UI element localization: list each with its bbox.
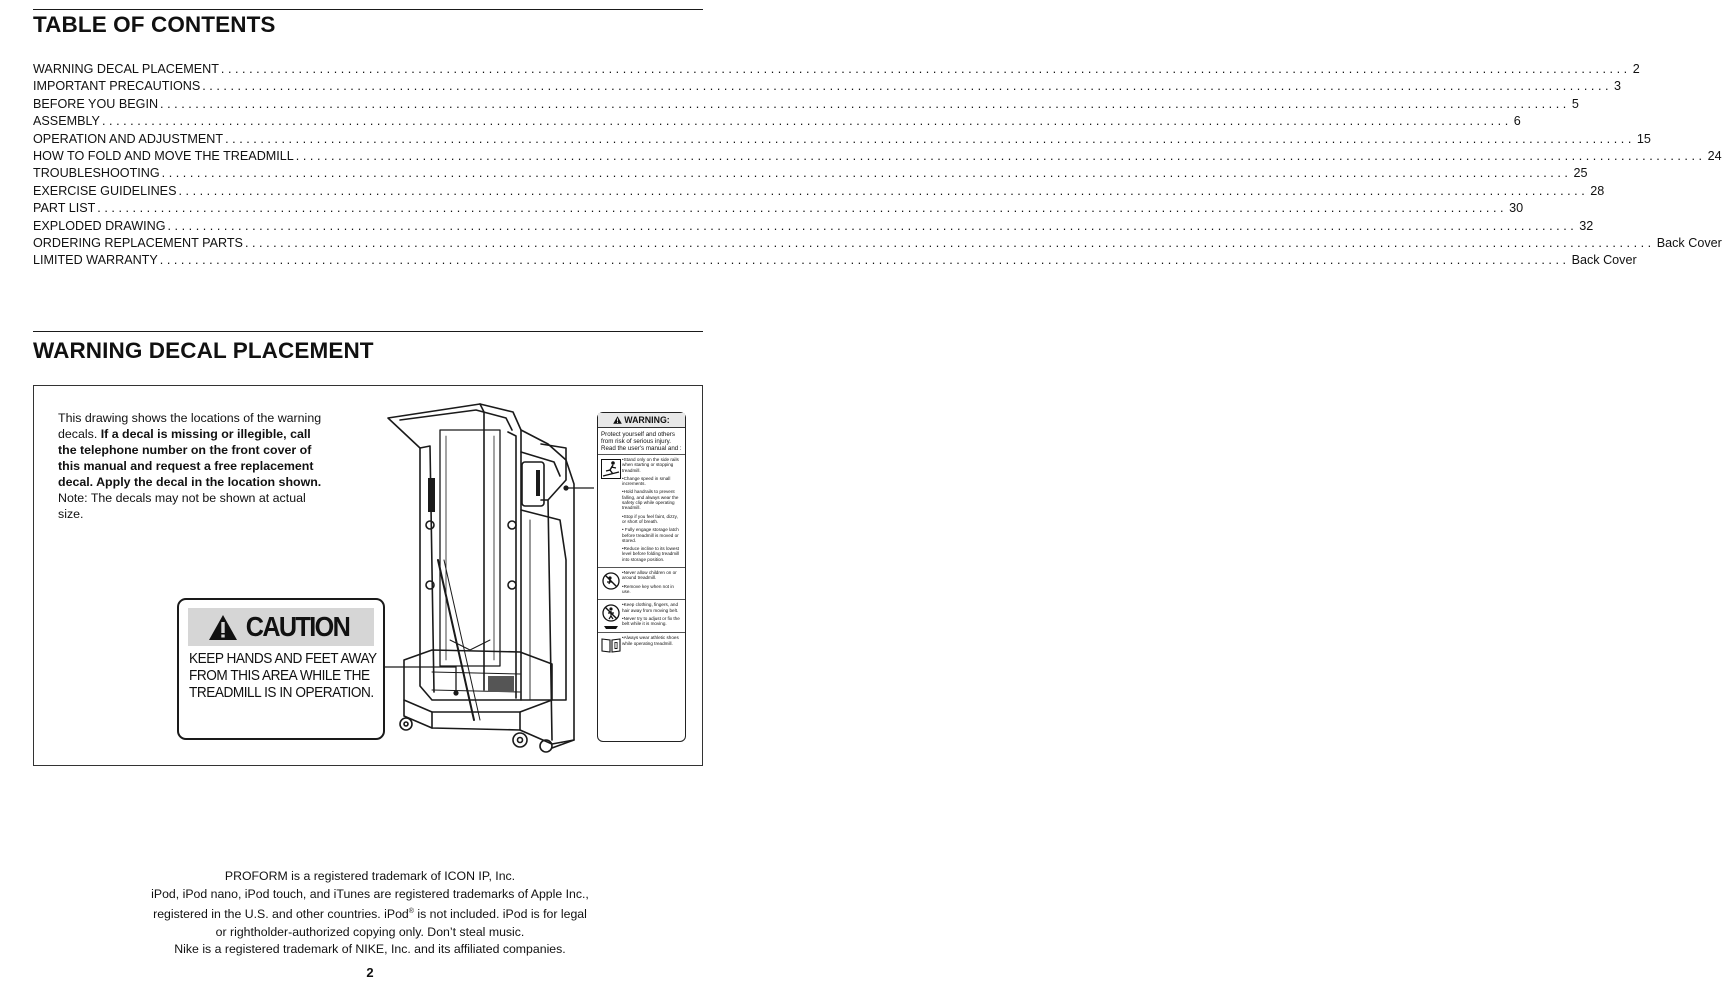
read-manual-icon [601, 637, 621, 653]
toc-entry-title: BEFORE YOU BEGIN [33, 96, 159, 111]
toc-dot-leader: ........................................................................................................................................................................................................ [160, 96, 1570, 111]
decal-heading: WARNING DECAL PLACEMENT [33, 338, 374, 363]
caution-word: CAUTION [245, 611, 349, 642]
warning-instruction: •Change speed in small increments. [622, 475, 671, 487]
caution-header [188, 608, 374, 646]
toc-entry-page: 15 [1636, 131, 1651, 146]
warning-decal-header [598, 413, 685, 428]
warning-instruction: •Never allow children on or around treadmill. [622, 570, 677, 581]
toc-entry-title: ASSEMBLY [33, 114, 100, 129]
warning-instruction: •Reduce incline to its lowest level before folding treadmill into storage position. [622, 546, 680, 562]
warning-group-shoes [598, 632, 685, 655]
trademark-line: registered in the U.S. and other countries. iPod® is not included. iPod is for legal [153, 907, 587, 922]
toc-entry-page: Back Cover [1571, 253, 1637, 268]
warning-group-safety [598, 454, 685, 567]
toc-entry [33, 131, 1651, 148]
top-rule [33, 9, 703, 10]
warning-instruction: •Hold handrails to prevent falling, and always wear the safety clip while operating treadmill. [622, 489, 679, 511]
toc-entry-page: 30 [1509, 201, 1524, 216]
warning-instruction: •Stop if you feel faint, dizzy, or short of breath. [622, 513, 678, 524]
toc-entry-page: 32 [1579, 218, 1594, 233]
toc-dot-leader: ........................................................................................................................................................................................................ [159, 253, 1570, 268]
warning-triangle-icon [208, 614, 238, 641]
trademark-line: iPod, iPod nano, iPod touch, and iTunes are registered trademarks of Apple Inc., [151, 886, 589, 901]
toc-entry-page: Back Cover [1656, 235, 1722, 250]
falling-person-icon [601, 459, 621, 479]
toc-list [33, 61, 1722, 270]
toc-dot-leader: ........................................................................................................................................................................................................ [161, 166, 1572, 181]
decal-intro-text: This drawing shows the locations of the warning decals. If a decal is missing or illegible, call the telephone number on the front cover of this manual and request a free replacement decal. Apply the decal in the location shown. Note: The decals may not be shown at actual size. [58, 411, 322, 521]
caution-decal [177, 598, 385, 740]
toc-heading: TABLE OF CONTENTS [33, 12, 276, 37]
warning-decal-intro: Protect yourself and others from risk of serious injury. Read the user's manual and : [601, 431, 682, 452]
toc-entry-title: IMPORTANT PRECAUTIONS [33, 79, 201, 94]
warning-group-belt [598, 599, 685, 632]
toc-dot-leader: ........................................................................................................................................................................................................ [220, 62, 1631, 76]
toc-entry-title: LIMITED WARRANTY [33, 253, 158, 268]
warning-group-children [598, 567, 685, 599]
toc-entry-page: 24 [1707, 148, 1722, 163]
caution-message [189, 651, 377, 702]
warning-decal-title: WARNING: [624, 415, 670, 425]
caution-line: TREADMILL IS IN OPERATION. [189, 685, 374, 701]
warning-decal [597, 412, 686, 742]
warning-instruction: •Always wear athletic shoes while operating treadmill. [622, 635, 679, 646]
toc-entry-page: 3 [1614, 79, 1622, 94]
toc-entry [33, 78, 1622, 95]
trademark-line: PROFORM is a registered trademark of ICON IP, Inc. [224, 869, 516, 883]
toc-entry [33, 200, 1524, 217]
toc-dot-leader: ........................................................................................................................................................................................................ [244, 235, 1655, 250]
toc-entry [33, 61, 1640, 78]
section-rule [33, 331, 703, 332]
trademark-line: or rightholder-authorized copying only. Don’t steal music. [215, 924, 525, 939]
toc-entry-page: 28 [1590, 183, 1605, 198]
entanglement-icon [602, 604, 620, 630]
toc-entry-title: OPERATION AND ADJUSTMENT [33, 131, 224, 146]
toc-entry-title: PART LIST [33, 201, 96, 216]
warning-instruction: •Stand only on the side rails when starting or stopping treadmill. [622, 457, 679, 473]
warning-triangle-icon [613, 416, 622, 424]
toc-entry-page: 2 [1632, 62, 1640, 76]
toc-entry [33, 235, 1722, 252]
toc-dot-leader: ........................................................................................................................................................................................................ [202, 79, 1613, 94]
toc-dot-leader: ........................................................................................................................................................................................................ [101, 114, 1512, 129]
toc-dot-leader: ........................................................................................................................................................................................................ [295, 148, 1706, 163]
toc-entry-title: WARNING DECAL PLACEMENT [33, 62, 219, 76]
toc-entry-title: EXPLODED DRAWING [33, 218, 166, 233]
toc-entry [33, 96, 1579, 113]
page-number: 2 [366, 965, 374, 980]
toc-entry [33, 218, 1594, 235]
toc-entry [33, 113, 1521, 130]
no-children-icon [602, 572, 620, 590]
toc-dot-leader: ........................................................................................................................................................................................................ [225, 131, 1635, 146]
toc-entry-title: TROUBLESHOOTING [33, 166, 160, 181]
trademark-line: Nike is a registered trademark of NIKE, Inc. and its affiliated companies. [174, 942, 566, 957]
toc-entry [33, 165, 1588, 182]
warning-instruction: •Never try to adjust or fix the belt while it is moving. [622, 615, 680, 627]
trademark-notice [0, 868, 740, 959]
toc-entry-page: 6 [1513, 114, 1521, 129]
toc-entry [33, 148, 1722, 165]
caution-line: KEEP HANDS AND FEET AWAY [189, 651, 377, 667]
toc-dot-leader: ........................................................................................................................................................................................................ [97, 201, 1508, 216]
toc-entry-page: 25 [1573, 166, 1588, 181]
toc-entry-title: HOW TO FOLD AND MOVE THE TREADMILL [33, 148, 294, 163]
warning-instruction: • Fully engage storage latch before treadmill is moved or stored. [622, 527, 679, 543]
toc-entry-title: EXERCISE GUIDELINES [33, 183, 177, 198]
toc-entry-title: ORDERING REPLACEMENT PARTS [33, 235, 243, 250]
caution-line: FROM THIS AREA WHILE THE [189, 668, 370, 684]
toc-entry [33, 252, 1637, 269]
warning-instruction: •Remove key when not in use. [622, 583, 674, 594]
warning-instruction: •Keep clothing, fingers, and hair away from moving belt. [622, 602, 679, 613]
toc-entry [33, 183, 1605, 200]
toc-dot-leader: ........................................................................................................................................................................................................ [167, 218, 1578, 233]
toc-dot-leader: ........................................................................................................................................................................................................ [178, 183, 1589, 198]
toc-entry-page: 5 [1571, 96, 1579, 111]
